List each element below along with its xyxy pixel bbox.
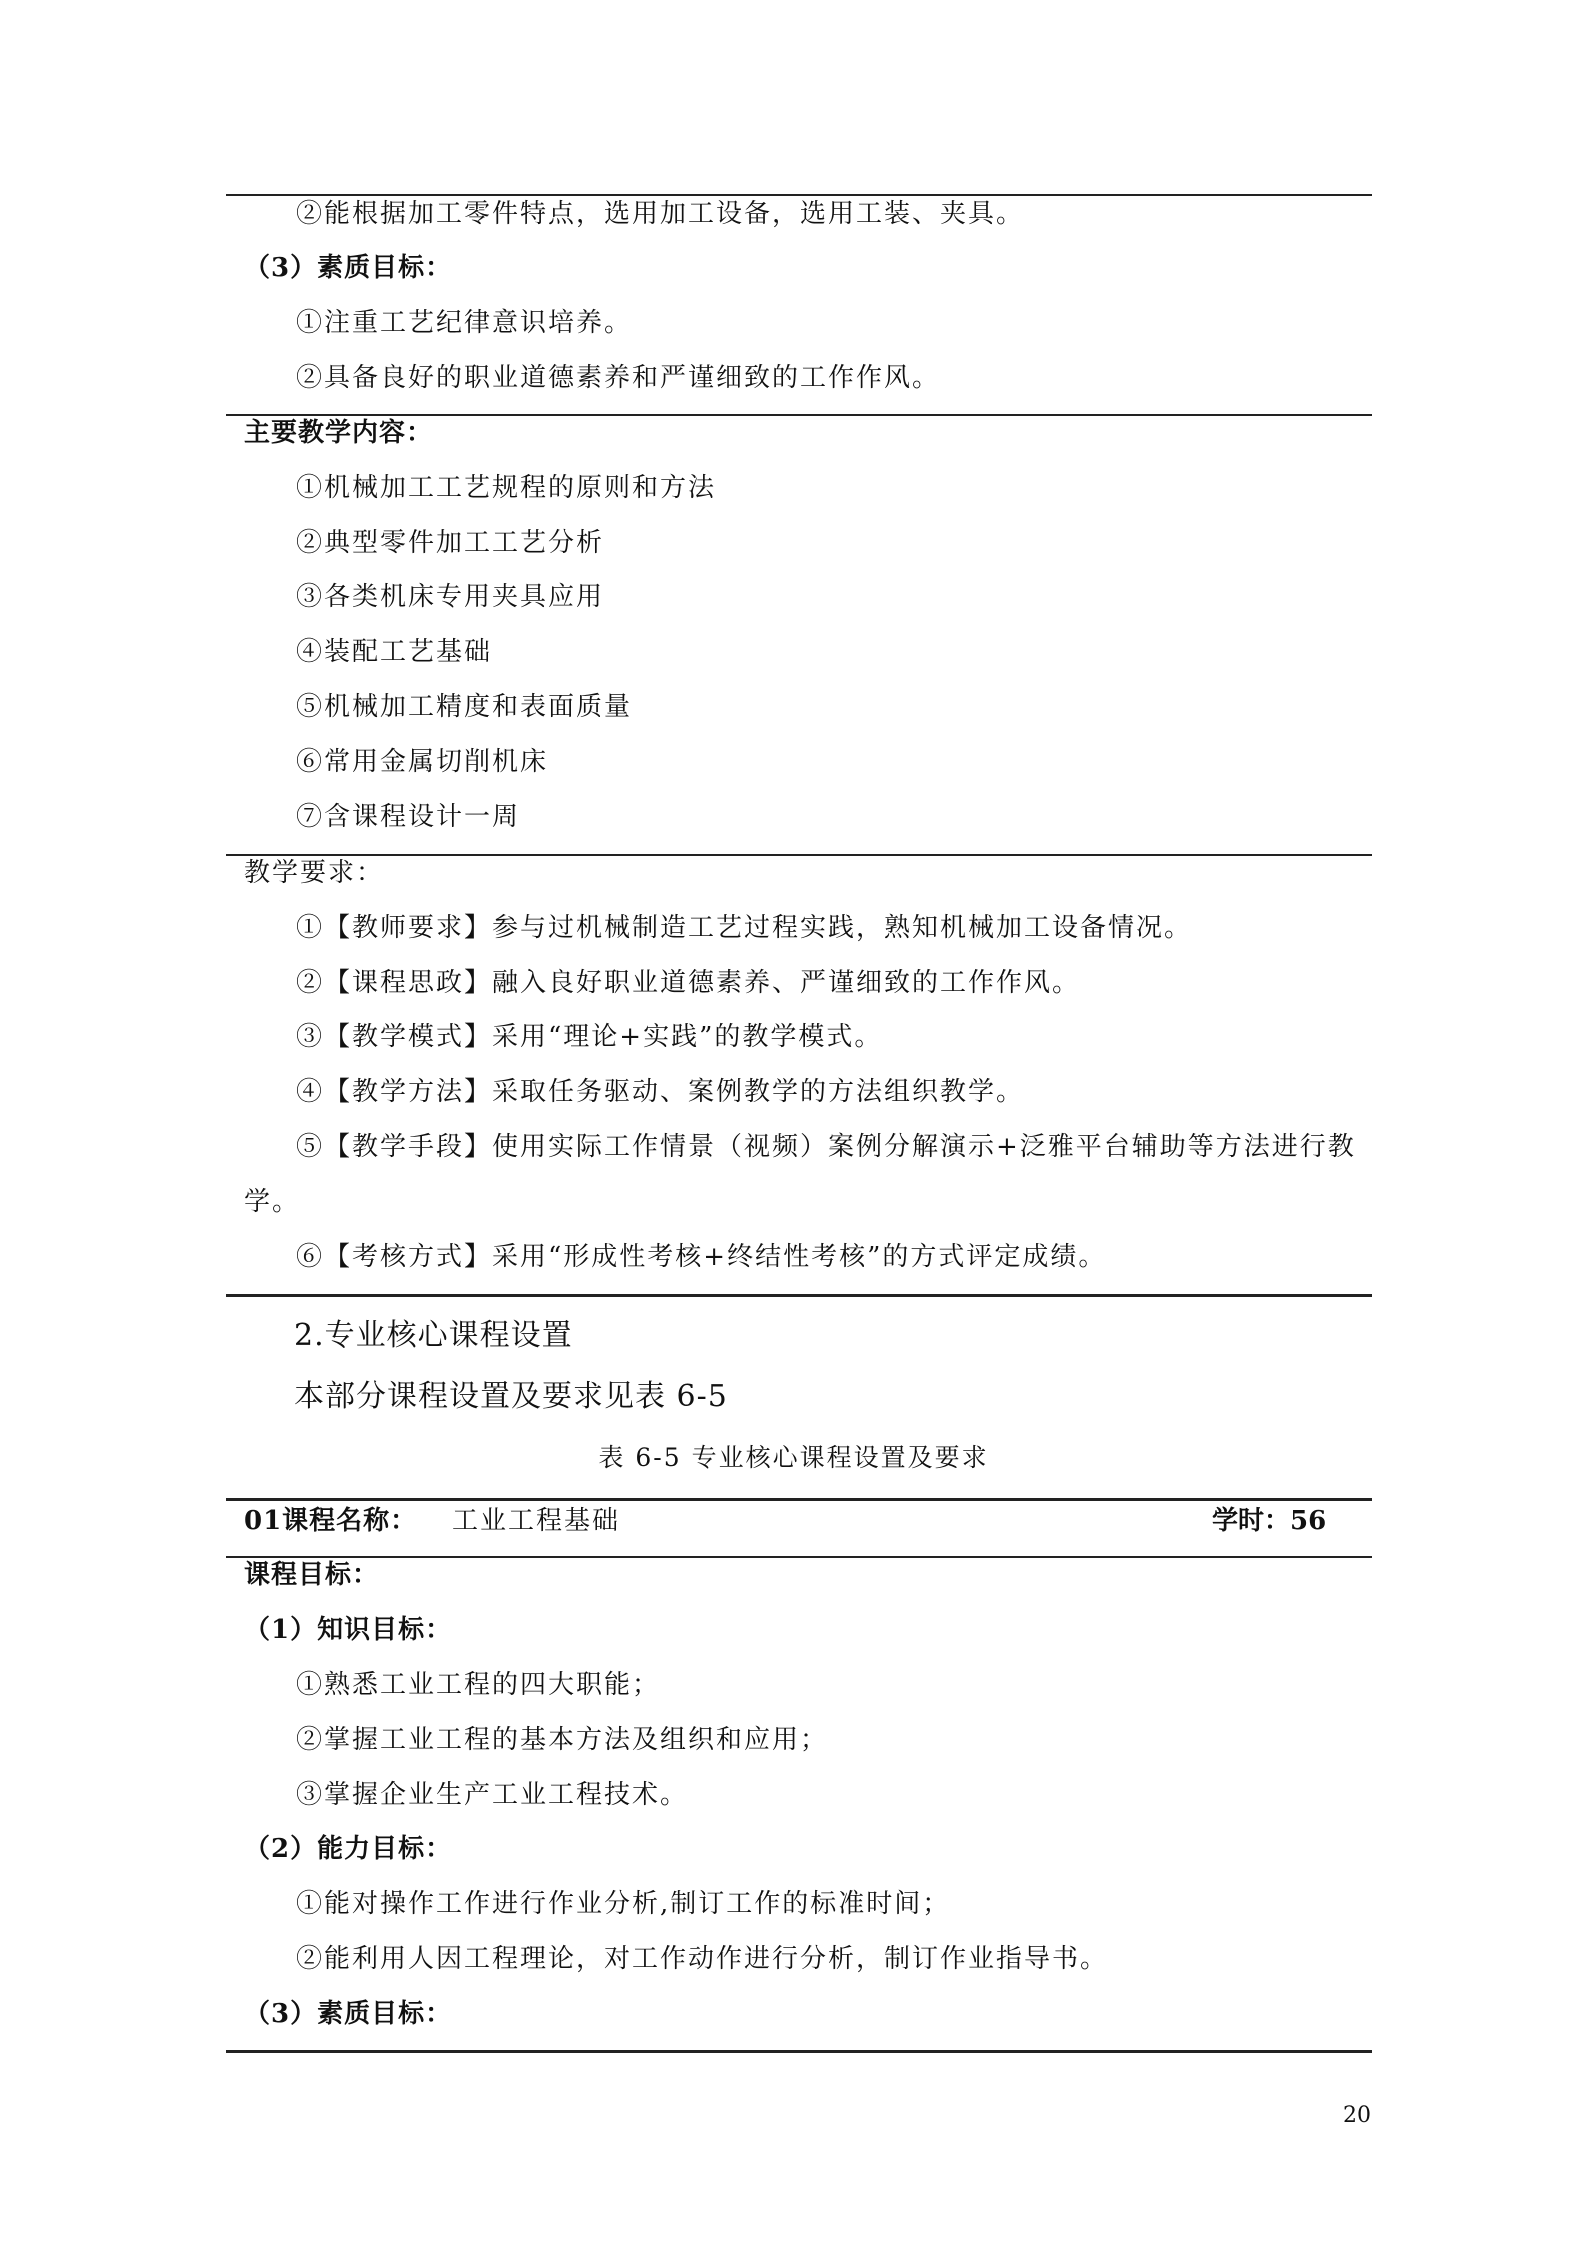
- ability-item: ②能利用人因工程理论，对工作动作进行分析，制订作业指导书。: [296, 1944, 1109, 1974]
- page-number: 20: [1343, 2103, 1371, 2128]
- requirements-item: ④【教学方法】采取任务驱动、案例教学的方法组织教学。: [296, 1077, 1025, 1107]
- course-name-label: 01课程名称：: [244, 1506, 418, 1536]
- table-caption: 表 6-5 专业核心课程设置及要求: [598, 1443, 989, 1472]
- knowledge-item: ②掌握工业工程的基本方法及组织和应用；: [296, 1725, 829, 1755]
- course-name-value: 工业工程基础: [452, 1506, 621, 1536]
- ability-item: ②能根据加工零件特点，选用加工设备，选用工装、夹具。: [296, 199, 1025, 229]
- requirements-item: ⑤【教学手段】使用实际工作情景（视频）案例分解演示+泛雅平台辅助等方法进行教: [296, 1132, 1356, 1162]
- knowledge-item: ①熟悉工业工程的四大职能；: [296, 1670, 661, 1700]
- section-heading: 2.专业核心课程设置: [294, 1318, 573, 1353]
- content-item: ①机械加工工艺规程的原则和方法: [296, 473, 717, 503]
- table-bottom-rule: [226, 2050, 1372, 2053]
- row-divider: [226, 854, 1372, 856]
- requirements-item: ⑥【考核方式】采用“形成性考核+终结性考核”的方式评定成绩。: [296, 1242, 1107, 1272]
- requirements-item-continuation: 学。: [244, 1187, 301, 1217]
- row-divider: [226, 1556, 1372, 1558]
- quality-goals-heading: （3）素质目标：: [244, 1999, 453, 2029]
- requirements-item: ③【教学模式】采用“理论+实践”的教学模式。: [296, 1022, 883, 1052]
- section-intro: 本部分课程设置及要求见表 6-5: [294, 1379, 728, 1414]
- ability-goals-heading: （2）能力目标：: [244, 1834, 453, 1864]
- knowledge-item: ③掌握企业生产工业工程技术。: [296, 1780, 689, 1810]
- requirements-heading: 教学要求：: [244, 858, 385, 888]
- ability-item: ①能对操作工作进行作业分析,制订工作的标准时间；: [296, 1889, 951, 1919]
- table-bottom-rule: [226, 1294, 1372, 1297]
- course-goals-heading: 课程目标：: [244, 1560, 380, 1590]
- content-item: ④装配工艺基础: [296, 637, 493, 667]
- quality-item: ①注重工艺纪律意识培养。: [296, 308, 633, 338]
- content-item: ⑤机械加工精度和表面质量: [296, 692, 633, 722]
- content-item: ③各类机床专用夹具应用: [296, 582, 605, 612]
- content-heading: 主要教学内容：: [244, 418, 434, 448]
- content-item: ⑥常用金属切削机床: [296, 747, 549, 777]
- knowledge-goals-heading: （1）知识目标：: [244, 1615, 453, 1645]
- content-item: ⑦含课程设计一周: [296, 802, 521, 832]
- quality-item: ②具备良好的职业道德素养和严谨细致的工作作风。: [296, 363, 941, 393]
- table-top-rule: [226, 1498, 1372, 1501]
- quality-goals-heading: （3）素质目标：: [244, 253, 453, 283]
- requirements-item: ①【教师要求】参与过机械制造工艺过程实践，熟知机械加工设备情况。: [296, 913, 1193, 943]
- requirements-item: ②【课程思政】融入良好职业道德素养、严谨细致的工作作风。: [296, 968, 1081, 998]
- content-item: ②典型零件加工工艺分析: [296, 528, 605, 558]
- course-hours: 学时：56: [1212, 1506, 1327, 1536]
